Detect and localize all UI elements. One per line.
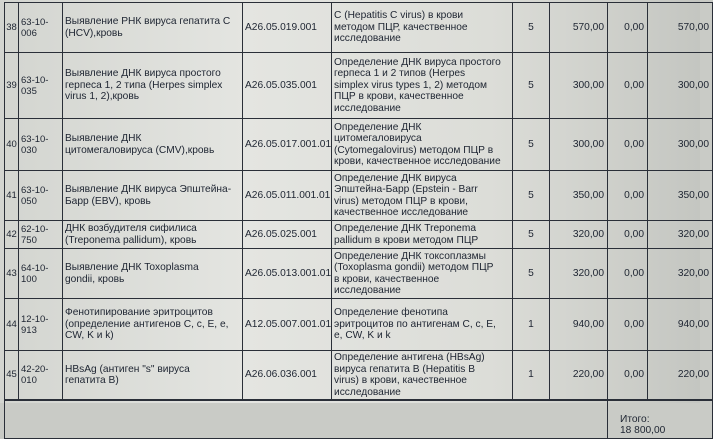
row-sum: 320,00 <box>648 221 713 249</box>
row-index: 39 <box>5 53 19 119</box>
row-description: С (Hepatitis C virus) в крови методом ПЦР, качественное исследование <box>332 3 513 53</box>
row-days: 5 <box>513 171 550 221</box>
total-label: Итого: <box>620 413 650 425</box>
row-discount: 0,00 <box>608 299 648 351</box>
row-name: Выявление ДНК цитомегаловируса (CMV),кровь <box>63 119 243 171</box>
row-description: Определение ДНК токсоплазмы (Toxoplasma gondii) методом ПЦР в крови, качественное исследование <box>332 249 513 299</box>
row-price: 940,00 <box>550 299 608 351</box>
row-description: Определение ДНК вируса простого герпеса 1 и 2 типов (Herpes simplex virus types 1, 2) методом ПЦР в крови, качественное исследование <box>332 53 513 119</box>
row-sum: 320,00 <box>648 249 713 299</box>
row-discount: 0,00 <box>608 171 648 221</box>
row-service-code: A26.05.019.001 <box>243 3 332 53</box>
services-table <box>4 2 713 439</box>
table-row <box>5 119 713 171</box>
row-discount: 0,00 <box>608 53 648 119</box>
row-index: 45 <box>5 351 19 401</box>
row-description: Определение ДНК вируса Эпштейна-Барр (Epstein - Barr virus) методом ПЦР в крови, качественное исследование <box>332 171 513 221</box>
row-days: 5 <box>513 119 550 171</box>
row-name: Выявление ДНК Toxoplasma gondii, кровь <box>63 249 243 299</box>
table-row <box>5 53 713 119</box>
total-row <box>5 400 713 438</box>
row-days: 5 <box>513 249 550 299</box>
row-price: 300,00 <box>550 119 608 171</box>
row-price: 570,00 <box>550 3 608 53</box>
row-service-code: A26.05.011.001.01 <box>243 171 332 221</box>
row-service-code: A26.05.013.001.01 <box>243 249 332 299</box>
row-name: ДНК возбудителя сифилиса (Treponema pallidum), кровь <box>63 221 243 249</box>
row-index: 42 <box>5 221 19 249</box>
row-code: 63-10- 035 <box>19 53 63 119</box>
row-sum: 220,00 <box>648 351 713 401</box>
row-name: Выявление ДНК вируса простого герпеса 1, 2 типа (Herpes simplex virus 1, 2),кровь <box>63 53 243 119</box>
row-sum: 300,00 <box>648 119 713 171</box>
row-days: 1 <box>513 351 550 401</box>
row-service-code: A26.06.036.001 <box>243 351 332 401</box>
row-code: 63-10- 006 <box>19 3 63 53</box>
row-description: Определение антигена (HBsAg) вируса гепатита В (Hepatitis B virus) в крови, качественное исследование <box>332 351 513 401</box>
row-code: 62-10- 750 <box>19 221 63 249</box>
row-name: Выявление РНК вируса гепатита С (HCV),кровь <box>63 3 243 53</box>
row-code: 12-10- 913 <box>19 299 63 351</box>
row-discount: 0,00 <box>608 249 648 299</box>
row-days: 5 <box>513 221 550 249</box>
table-row <box>5 171 713 221</box>
row-service-code: A12.05.007.001.01 <box>243 299 332 351</box>
table-row <box>5 351 713 401</box>
row-sum: 350,00 <box>648 171 713 221</box>
row-description: Определение фенотипа эритроцитов по антигенам С, с, Е, е, CW, K и k <box>332 299 513 351</box>
row-price: 220,00 <box>550 351 608 401</box>
row-code: 63-10- 050 <box>19 171 63 221</box>
total-value: 18 800,00 <box>620 425 666 436</box>
row-service-code: A26.05.017.001.01 <box>243 119 332 171</box>
row-sum: 940,00 <box>648 299 713 351</box>
row-discount: 0,00 <box>608 3 648 53</box>
row-name: Выявление ДНК вируса Эпштейна- Барр (EBV), кровь <box>63 171 243 221</box>
row-name: HBsAg (антиген "s" вируса гепатита В) <box>63 351 243 401</box>
row-price: 320,00 <box>550 249 608 299</box>
table-row <box>5 249 713 299</box>
row-days: 5 <box>513 3 550 53</box>
row-index: 44 <box>5 299 19 351</box>
row-code: 64-10- 100 <box>19 249 63 299</box>
row-sum: 300,00 <box>648 53 713 119</box>
row-days: 1 <box>513 299 550 351</box>
row-index: 43 <box>5 249 19 299</box>
row-description: Определение ДНК Treponema pallidum в крови методом ПЦР <box>332 221 513 249</box>
table-row <box>5 221 713 249</box>
row-service-code: A26.05.035.001 <box>243 53 332 119</box>
row-description: Определение ДНК цитомегаловируса (Cytomegalovirus) методом ПЦР в крови, качественное исследование <box>332 119 513 171</box>
table-row <box>5 299 713 351</box>
row-sum: 570,00 <box>648 3 713 53</box>
row-price: 300,00 <box>550 53 608 119</box>
row-price: 350,00 <box>550 171 608 221</box>
row-index: 41 <box>5 171 19 221</box>
row-discount: 0,00 <box>608 351 648 401</box>
table-row <box>5 3 713 53</box>
row-service-code: A26.05.025.001 <box>243 221 332 249</box>
row-code: 63-10- 030 <box>19 119 63 171</box>
row-discount: 0,00 <box>608 221 648 249</box>
row-code: 42-20- 010 <box>19 351 63 401</box>
row-name: Фенотипирование эритроцитов (определение антигенов С, с, Е, е, CW, K и k) <box>63 299 243 351</box>
row-index: 38 <box>5 3 19 53</box>
row-price: 320,00 <box>550 221 608 249</box>
row-index: 40 <box>5 119 19 171</box>
row-discount: 0,00 <box>608 119 648 171</box>
row-days: 5 <box>513 53 550 119</box>
